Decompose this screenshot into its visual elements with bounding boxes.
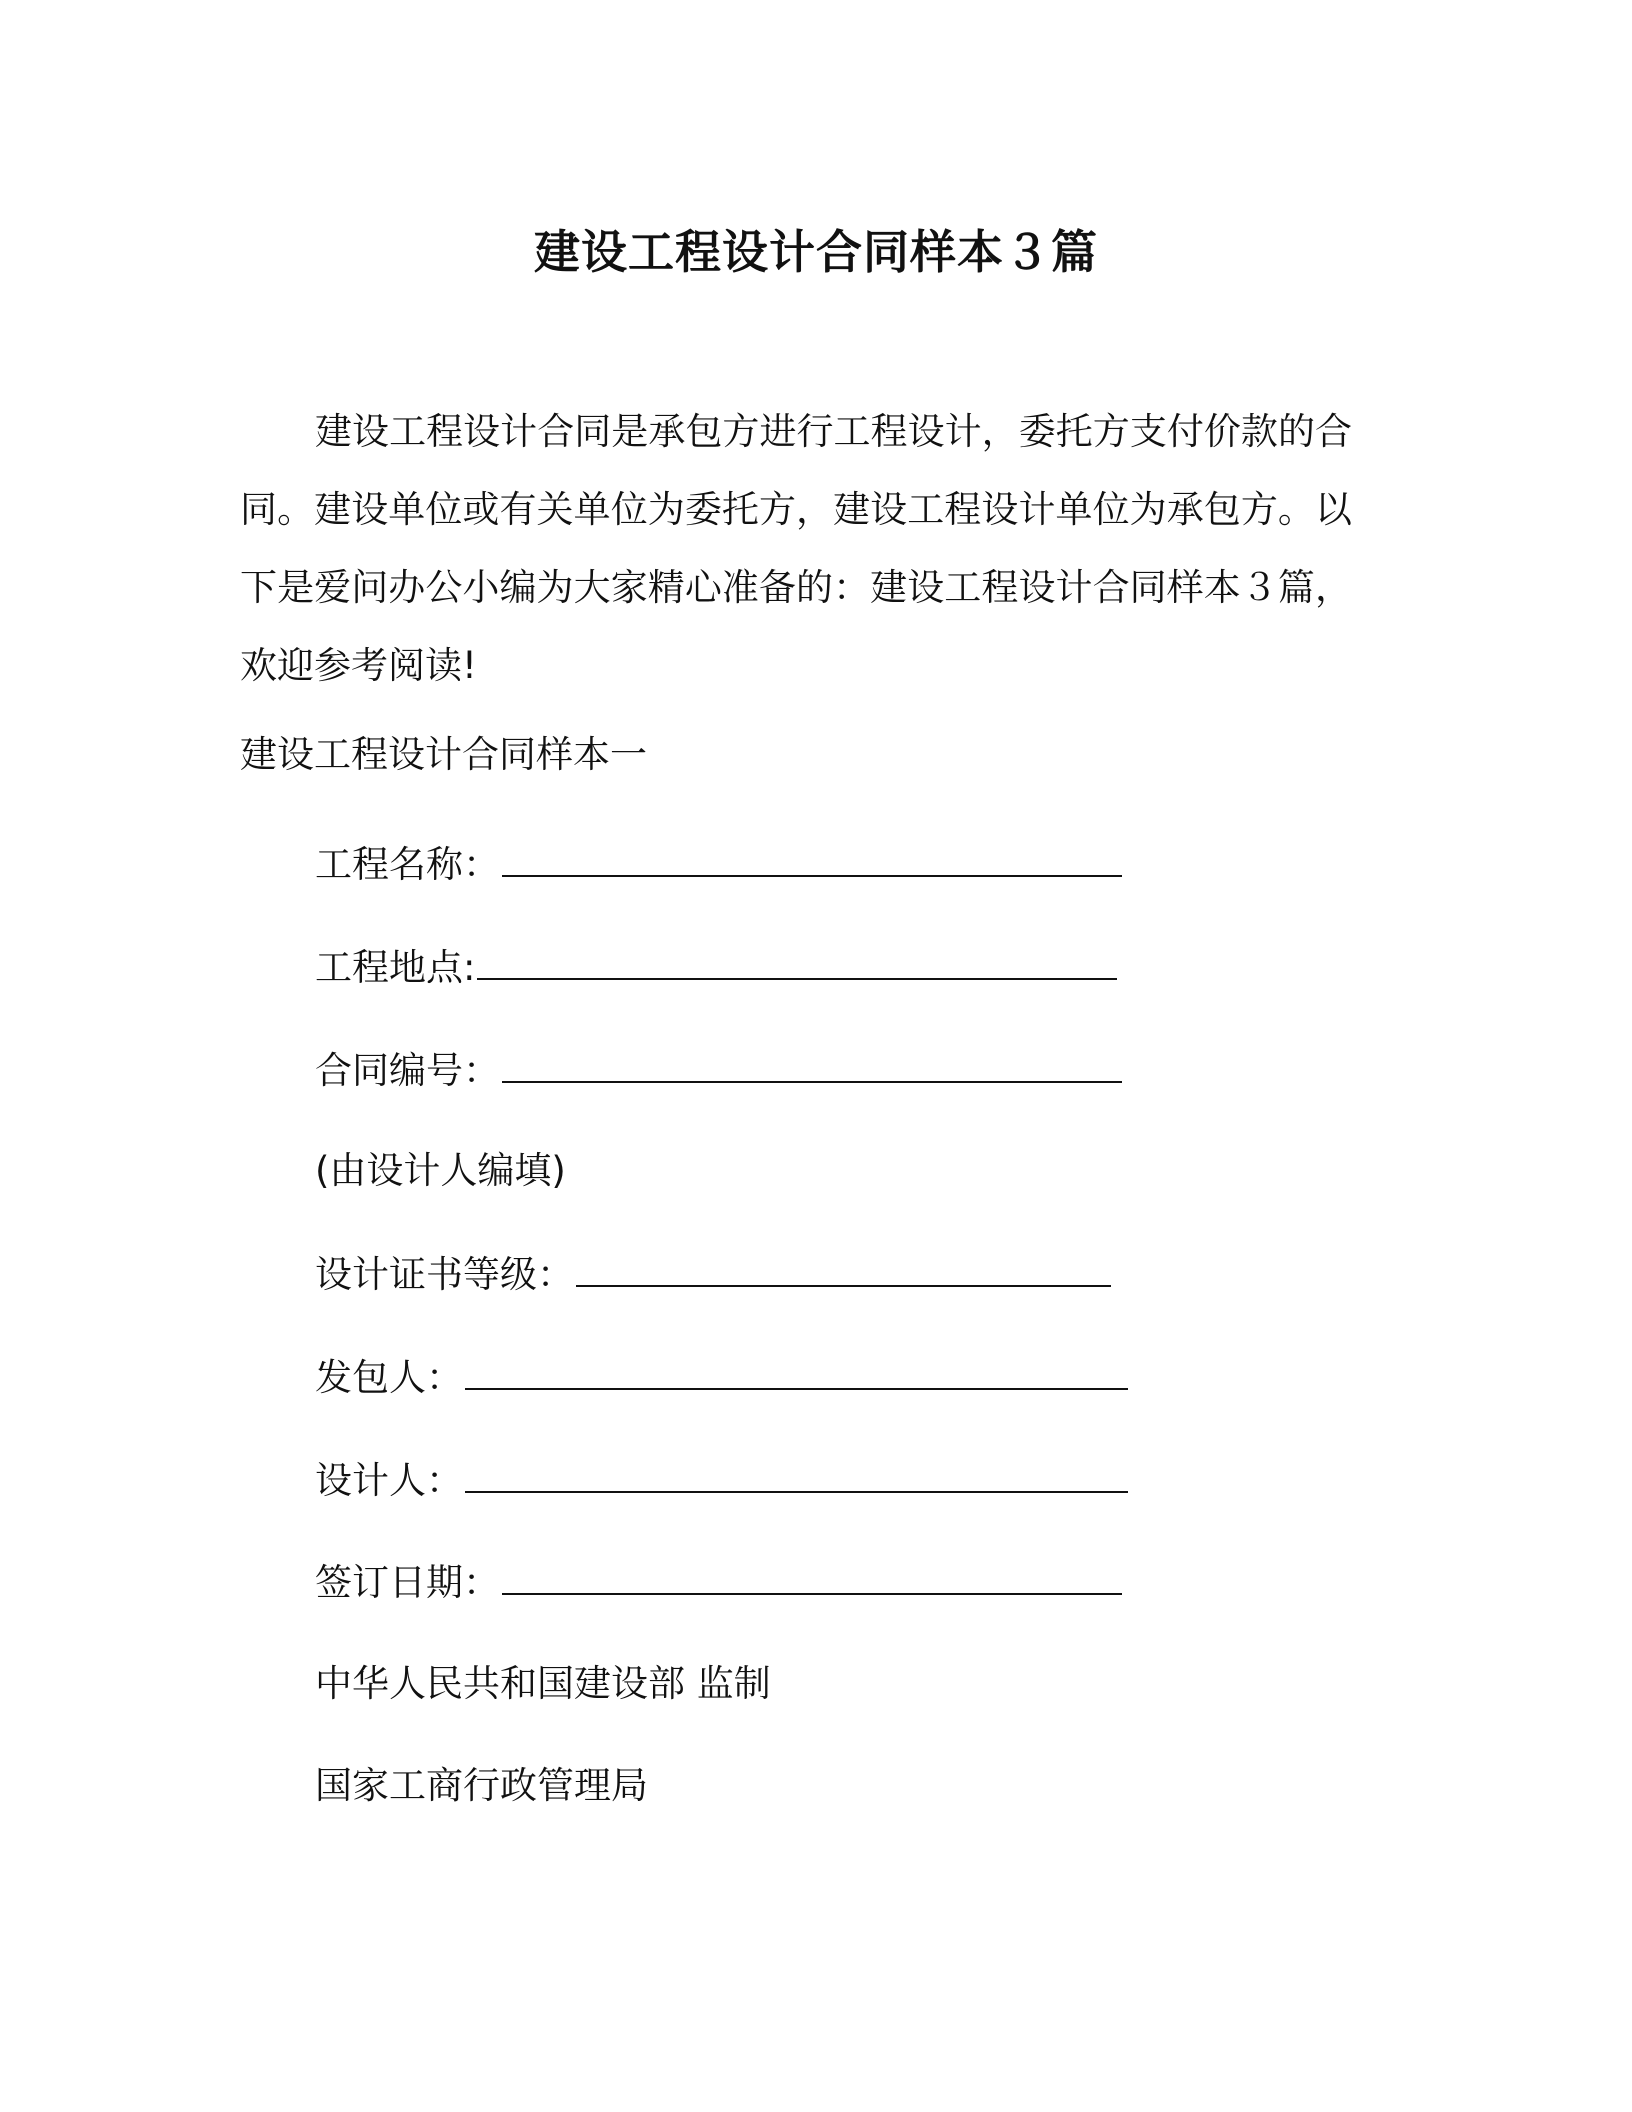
field-project-name	[315, 840, 1122, 890]
blank-line	[465, 1459, 1128, 1493]
field-contract-number	[315, 1046, 1122, 1096]
field-designer	[315, 1456, 1128, 1506]
blank-line	[477, 946, 1117, 980]
section-heading: 建设工程设计合同样本一	[240, 733, 647, 776]
field-label: 设计证书等级：	[315, 1253, 574, 1296]
field-project-location	[315, 943, 1117, 993]
blank-line	[576, 1253, 1111, 1287]
blank-line	[502, 1561, 1122, 1595]
field-label: 工程名称：	[315, 843, 500, 886]
field-employer	[315, 1353, 1128, 1403]
blank-line	[465, 1356, 1128, 1390]
blank-line	[502, 843, 1122, 877]
field-design-certificate-level	[315, 1250, 1111, 1300]
issuer-line-2: 国家工商行政管理局	[315, 1764, 648, 1807]
intro-paragraph: 建设工程设计合同是承包方进行工程设计，委托方支付价款的合同。建设单位或有关单位为委托方，建设工程设计单位为承包方。以下是爱问办公小编为大家精心准备的：建设工程设计合同样本３篇，欢迎参考阅读!	[240, 410, 1352, 687]
field-label: 签订日期：	[315, 1561, 500, 1604]
note-filled-by-designer: (由设计人编填)	[315, 1149, 566, 1192]
field-label: 工程地点:	[315, 946, 476, 989]
field-label: 发包人：	[315, 1356, 463, 1399]
issuer-line-1: 中华人民共和国建设部 监制	[315, 1662, 771, 1705]
document-title: 建设工程设计合同样本３篇	[534, 225, 1098, 279]
blank-line	[502, 1049, 1122, 1083]
field-label: 设计人：	[315, 1459, 463, 1502]
field-label: 合同编号：	[315, 1049, 500, 1092]
field-signing-date	[315, 1558, 1122, 1608]
